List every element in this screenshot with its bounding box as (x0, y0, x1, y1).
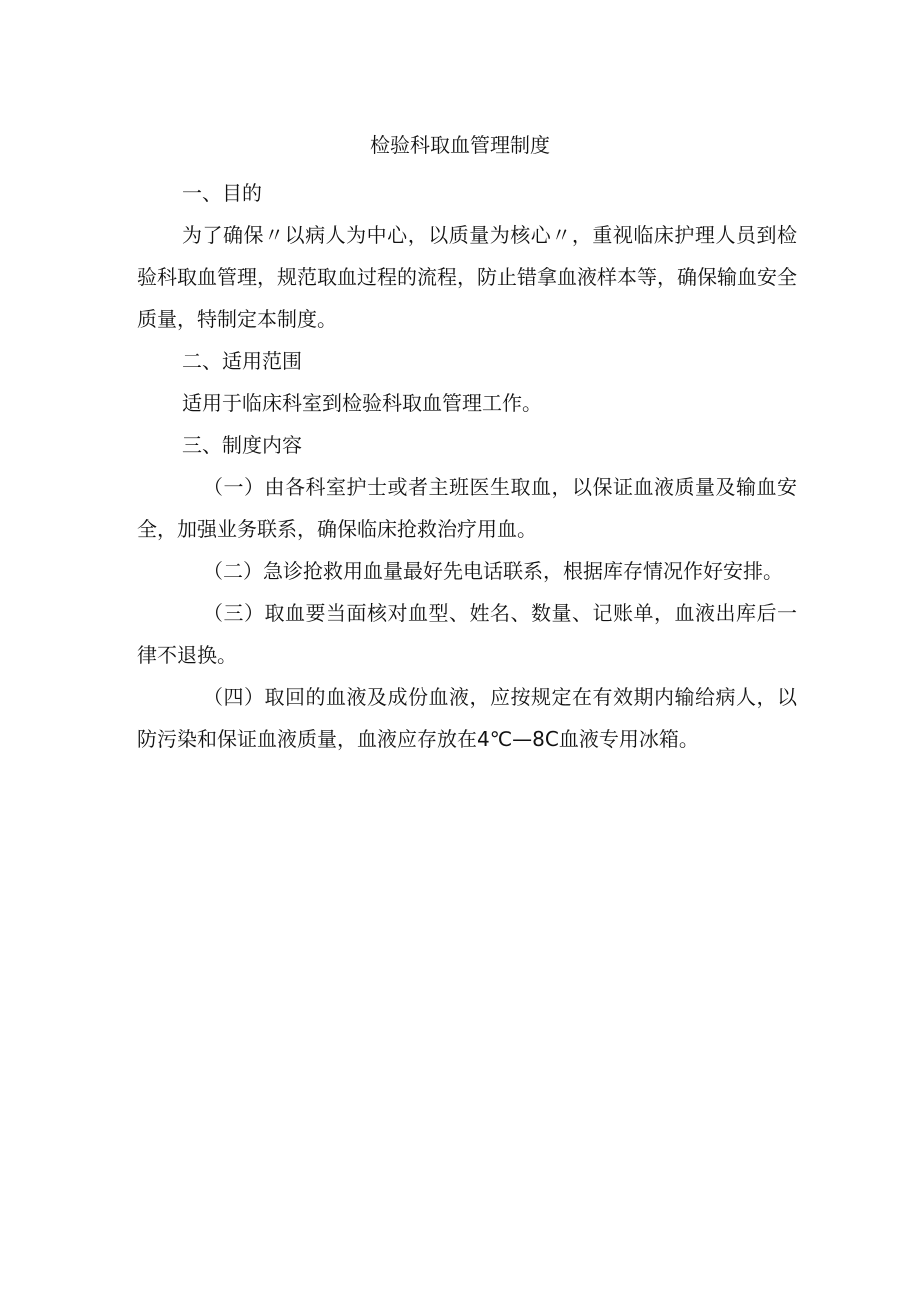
document-body (137, 172, 797, 760)
paragraph-content-4: （四）取回的血液及成份血液，应按规定在有效期内输给病人，以防污染和保证血液质量，血液应存放在4℃—8C血液专用冰箱。 (137, 685, 797, 751)
section-heading-purpose: 一、目的 (182, 181, 262, 205)
section-heading-scope: 二、适用范围 (182, 349, 302, 373)
paragraph-purpose: 为了确保〃以病人为中心，以质量为核心〃，重视临床护理人员到检验科取血管理，规范取血过程的流程，防止错拿血液样本等，确保输血安全质量，特制定本制度。 (137, 223, 797, 331)
paragraph-content-1: （一）由各科室护士或者主班医生取血，以保证血液质量及输血安全，加强业务联系，确保临床抢救治疗用血。 (137, 475, 797, 541)
paragraph-scope: 适用于临床科室到检验科取血管理工作。 (182, 391, 542, 415)
section-heading-content: 三、制度内容 (182, 433, 302, 457)
document-title: 检验科取血管理制度 (370, 133, 550, 157)
paragraph-content-2: （二）急诊抢救用血量最好先电话联系，根据库存情况作好安排。 (203, 559, 783, 583)
paragraph-content-3: （三）取血要当面核对血型、姓名、数量、记账单，血液出库后一律不退换。 (137, 601, 797, 667)
